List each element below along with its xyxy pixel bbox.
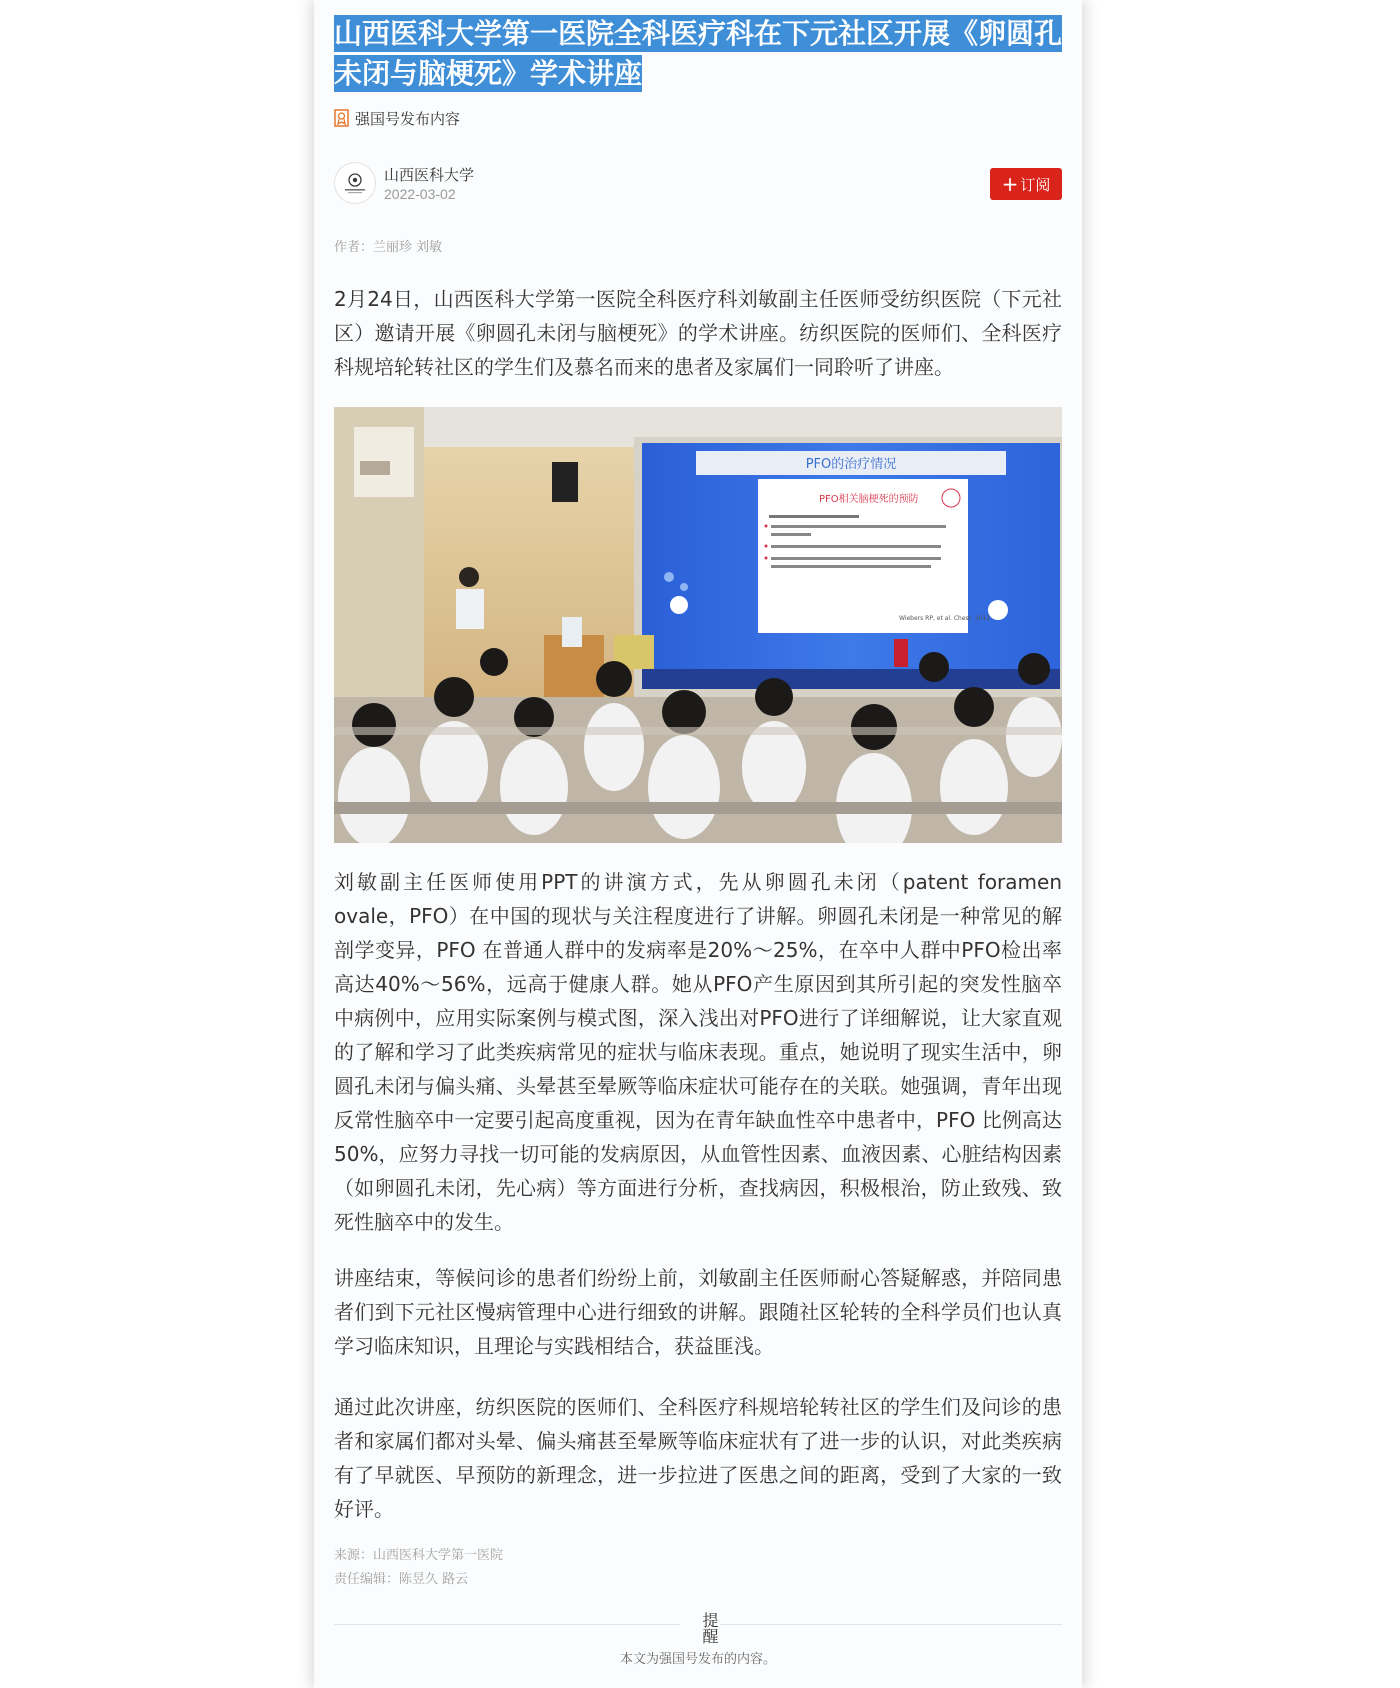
source-line: 来源：山西医科大学第一医院	[334, 1548, 504, 1563]
slide-header: PFO的治疗情况	[805, 457, 897, 472]
paragraph-1: 2月24日，山西医科大学第一医院全科医疗科刘敏副主任医师受纺织医院（下元社区）邀请开展《卵圆孔未闭与脑梗死》的学术讲座。纺织医院的医师们、全科医疗科规培轮转社区的学生们及慕名而来的患者及家属们一同聆听了讲座。	[334, 287, 1062, 379]
slide-title: PFO相关脑梗死的预防	[819, 494, 919, 505]
publish-date: 2022-03-02	[384, 186, 456, 202]
paragraph-2: 刘敏副主任医师使用PPT的讲演方式，先从卵圆孔未闭（patent foramen ovale，PFO）在中国的现状与关注程度进行了讲解。卵圆孔未闭是一种常见的解剖学变异，PFO 在普通人群中的发病率是20%～25%，在卒中人群中PFO检出率高达40%～56%，远高于健康人群。她从PFO产生原因到其所引起的突发性脑卒中病例中，应用实际案例与模式图，深入浅出对PFO进行了详细解说，让大家直观的了解和学习了此类疾病常见的症状与临床表现。重点，她说明了现实生活中，卵圆孔未闭与偏头痛、头晕甚至晕厥等临床症状可能存在的关联。她强调，青年出现反常性脑卒中一定要引起高度重视，因为在青年缺血性卒中患者中，PFO 比例高达50%，应努力寻找一切可能的发病原因，从血管性因素、血液因素、心脏结构因素（如卵圆孔未闭，先心病）等方面进行分析，查找病因，积极根治，防止致残、致死性脑卒中的发生。	[334, 870, 1062, 1234]
article-title	[334, 14, 1062, 94]
subscribe-button[interactable]	[990, 168, 1062, 200]
publisher-row	[334, 162, 1062, 206]
origin-text: 强国号发布内容	[355, 109, 461, 128]
lecture-photo	[334, 407, 1062, 843]
reminder-text: 本文为强国号发布的内容。	[619, 1652, 776, 1667]
editor-line: 责任编辑：陈昱久 路云	[334, 1572, 469, 1587]
paragraph-3: 讲座结束，等候问诊的患者们纷纷上前，刘敏副主任医师耐心答疑解惑，并陪同患者们到下元社区慢病管理中心进行细致的讲解。跟随社区轮转的全科学员们也认真学习临床知识，且理论与实践相结合，获益匪浅。	[334, 1266, 1062, 1358]
slide-citation: Wiebers RP, et al. Chest. 2012	[899, 615, 991, 622]
publisher-name[interactable]: 山西医科大学	[384, 166, 475, 184]
reminder-title: 提醒	[680, 1604, 720, 1652]
origin-label	[334, 106, 1062, 130]
lecture-photo-image	[334, 407, 1062, 843]
publisher-avatar[interactable]	[334, 162, 376, 204]
article-column	[314, 0, 1082, 1688]
subscribe-label: 订阅	[1020, 175, 1051, 194]
badge-icon	[334, 109, 349, 127]
article-source	[334, 1544, 1062, 1592]
university-logo-icon	[339, 167, 371, 199]
article-title-text: 山西医科大学第一医院全科医疗科在下元社区开展《卵圆孔未闭与脑梗死》学术讲座	[334, 17, 1063, 90]
plus-icon: +	[1001, 172, 1019, 196]
paragraph-4: 通过此次讲座，纺织医院的医师们、全科医疗科规培轮转社区的学生们及问诊的患者和家属们都对头晕、偏头痛甚至晕厥等临床症状有了进一步的认识，对此类疾病有了早就医、早预防的新理念，进一步拉进了医患之间的距离，受到了大家的一致好评。	[334, 1395, 1062, 1521]
author-byline: 作者：兰丽珍 刘敏	[334, 240, 443, 255]
